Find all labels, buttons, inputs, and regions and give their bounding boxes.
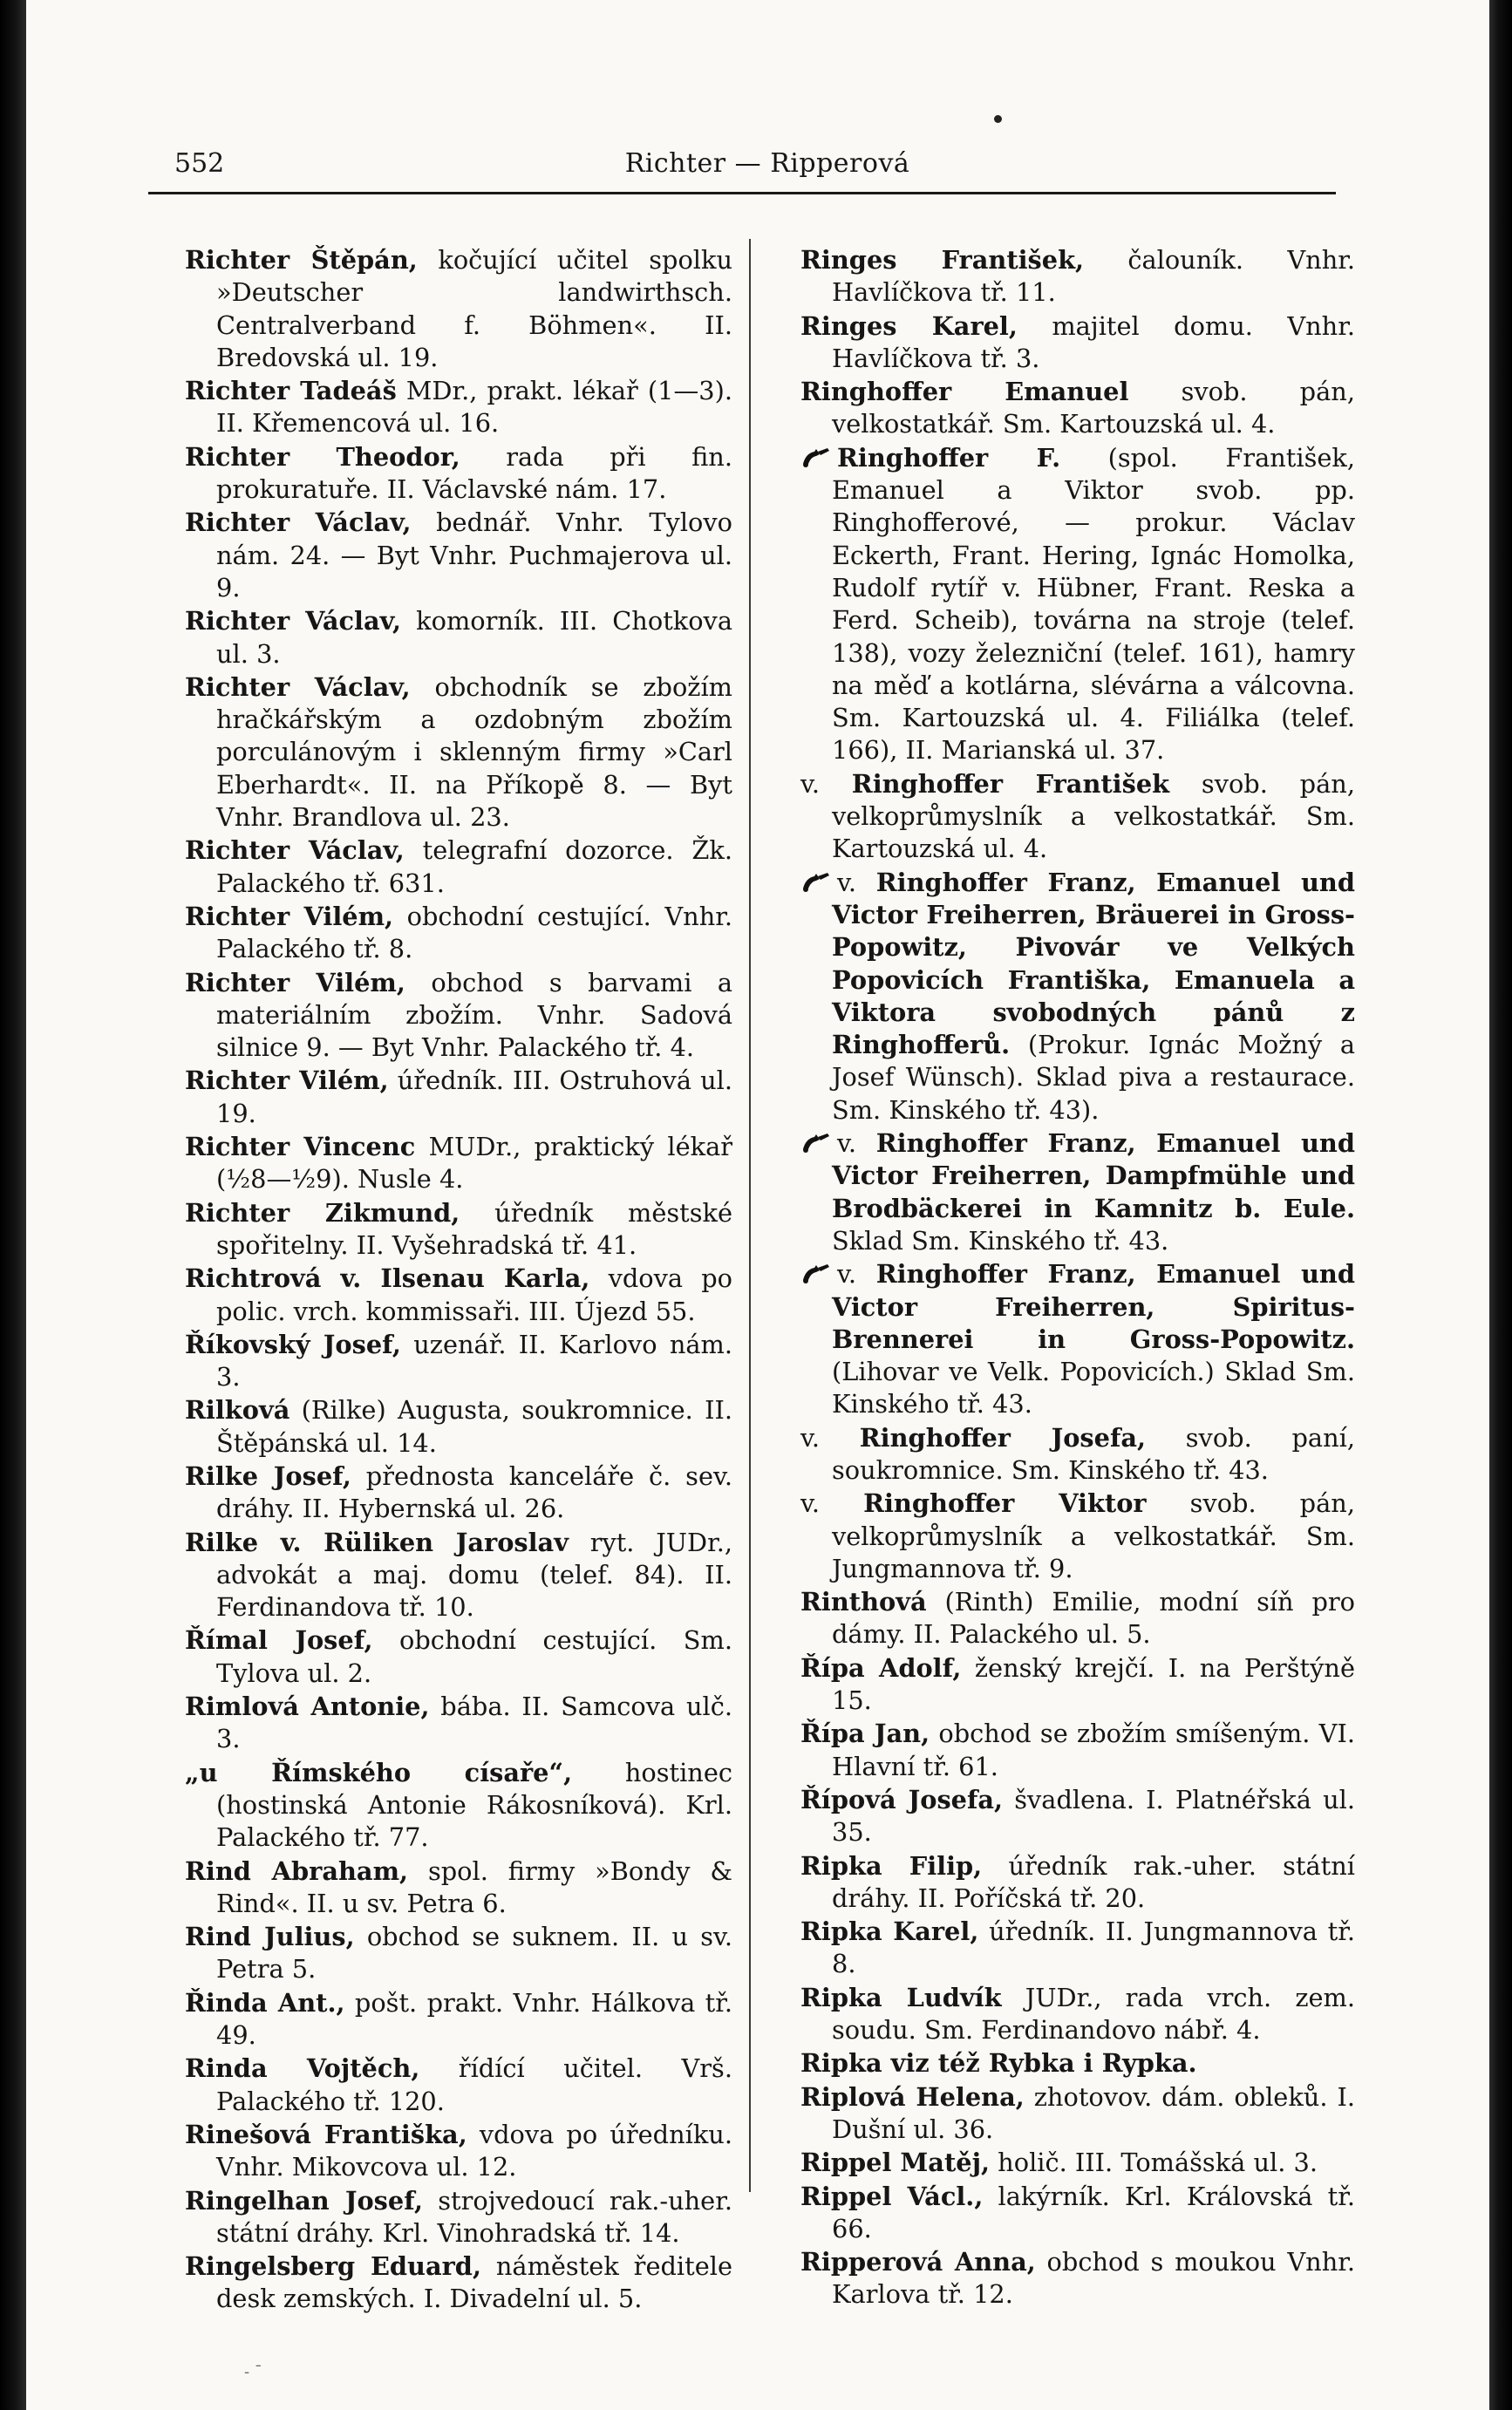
entry-name: Řinda Ant., <box>185 1987 345 2018</box>
directory-entry <box>185 1987 732 2053</box>
entry-details: kočující učitel spolku »Deutscher landwirthsch. Centralverband f. Böhmen«. II. Bredovská ul. 19. <box>216 245 732 372</box>
directory-entry <box>185 1329 732 1394</box>
entry-name: Riplová Helena, <box>800 2081 1025 2112</box>
entry-details: JUDr., rada vrch. zem. soudu. Sm. Ferdinandovo nábř. 4. <box>832 1982 1356 2046</box>
entry-name: Richter Tadeáš <box>185 376 397 406</box>
scan-edge-left <box>0 0 26 2410</box>
entry-name: Ringelsberg Eduard, <box>185 2251 481 2282</box>
entry-details: (Lihovar ve Velk. Popovicích.) Sklad Sm. Kinského tř. 43. <box>832 1357 1355 1419</box>
directory-entry <box>185 1855 732 1921</box>
directory-entry <box>185 967 732 1065</box>
entry-details: úředník městské spořitelny. II. Vyšehradská tř. 41. <box>216 1197 732 1260</box>
entry-details: obchodní cestující. Sm. Tylova ul. 2. <box>216 1625 732 1688</box>
directory-entry <box>800 2181 1355 2246</box>
directory-entry <box>185 1263 732 1328</box>
directory-entry <box>185 1921 732 1986</box>
directory-entry <box>800 1652 1355 1718</box>
entry-details: telegrafní dozorce. Žk. Palackého tř. 631. <box>216 835 732 898</box>
entry-name: Rinthová <box>800 1587 927 1617</box>
entry-name: „u Římského císaře“, <box>185 1757 573 1787</box>
entry-name: Richtrová v. Ilsenau Karla, <box>185 1263 590 1294</box>
entry-name: Richter Vilém, <box>185 1065 389 1096</box>
directory-entry <box>800 1718 1355 1783</box>
directory-entry <box>800 2081 1355 2147</box>
entry-details: švadlena. I. Platnéřská ul. 35. <box>832 1784 1355 1848</box>
entry-details: zhotovov. dám. obleků. I. Dušní ul. 36. <box>832 2081 1355 2144</box>
directory-entry <box>185 2119 732 2184</box>
entry-name: Rind Julius, <box>185 1922 355 1952</box>
entry-details: úředník. II. Jungmannova tř. 8. <box>832 1916 1355 1979</box>
scan-edge-right <box>1489 0 1512 2410</box>
entry-prefix: v. <box>837 1259 876 1290</box>
entry-details: úředník rak.-uher. státní dráhy. II. Poříčská tř. 20. <box>832 1850 1355 1913</box>
entry-name: Řípová Josefa, <box>800 1784 1004 1814</box>
entry-details: svob. pán, velkostatkář. Sm. Kartouzská ul. 4. <box>832 377 1355 439</box>
entry-details: náměstek ředitele desk zemských. I. Divadelní ul. 5. <box>216 2251 732 2314</box>
entry-details: bába. II. Samcova ulč. 3. <box>216 1692 732 1754</box>
directory-entry <box>800 1784 1355 1849</box>
entry-details: řídící učitel. Vrš. Palackého tř. 120. <box>216 2053 732 2116</box>
telephone-icon <box>800 1132 830 1154</box>
ink-dot <box>994 115 1002 123</box>
entry-details: obchodní cestující. Vnhr. Palackého tř. 8. <box>216 901 732 964</box>
entry-name: Ringhoffer František <box>851 768 1170 799</box>
entry-details: komorník. III. Chotkova ul. 3. <box>216 606 732 669</box>
entry-details: hostinec (hostinská Antonie Rákosníková). Krl. Palackého tř. 77. <box>216 1757 732 1853</box>
telephone-icon <box>800 871 830 894</box>
entry-name: Rind Abraham, <box>185 1855 409 1886</box>
entry-name: Ringhoffer Franz, Emanuel und Victor Freiherren, Spiritus-Brennerei in Gross-Popowitz. <box>832 1259 1355 1354</box>
entry-name: Římal Josef, <box>185 1625 373 1656</box>
entry-name: Říkovský Josef, <box>185 1329 401 1359</box>
entry-name: Rilke Josef, <box>185 1460 351 1491</box>
entry-name: Ringhoffer Josefa, <box>859 1422 1147 1453</box>
directory-entry <box>185 1460 732 1526</box>
entry-name: Ripka viz též Rybka i Rypka. <box>800 2048 1197 2079</box>
entry-details: (spol. František, Emanuel a Viktor svob. pp. Ringhofferové, — prokur. Václav Eckerth, Frant. Hering, Ignác Homolka, Rudolf rytíř v. Hübner, Frant. Reska a Ferd. Scheib), továrna na stroje (telef. 138), vozy železniční (telef. 161), hamry na měď a kotlárna, slévárna a válcovna. Sm. Kartouzská ul. 4. Filiálka (telef. 166), II. Marianská ul. 37. <box>832 442 1355 766</box>
entry-prefix: v. <box>800 1488 864 1519</box>
entry-details: holič. III. Tomášská ul. 3. <box>990 2148 1318 2178</box>
entry-details: obchod s moukou Vnhr. Karlova tř. 12. <box>832 2247 1355 2310</box>
entry-details: svob. pán, velkoprůmyslník a velkostatkář. Sm. Kartouzská ul. 4. <box>832 768 1355 864</box>
directory-entry <box>800 1488 1355 1585</box>
entry-name: Richter Zikmund, <box>185 1197 460 1228</box>
entry-prefix: v. <box>800 768 852 799</box>
directory-entry <box>185 1527 732 1624</box>
entry-details: strojvedoucí rak.-uher. státní dráhy. Krl. Vinohradská tř. 14. <box>216 2185 732 2248</box>
directory-entry <box>185 901 732 966</box>
directory-entry <box>185 1691 732 1756</box>
directory-entry <box>185 1131 732 1196</box>
entry-details: vdova po polic. vrch. kommissaři. III. Újezd 55. <box>216 1263 732 1326</box>
entry-name: Rilke v. Rüliken Jaroslav <box>185 1527 569 1557</box>
entry-name: Richter Vilém, <box>185 967 405 997</box>
directory-entry <box>800 376 1355 441</box>
directory-entry <box>800 1916 1355 1981</box>
header-rule <box>148 192 1336 194</box>
directory-entry <box>185 1757 732 1855</box>
directory-entry <box>185 2053 732 2118</box>
directory-entry <box>800 1127 1355 1257</box>
directory-entry <box>185 605 732 671</box>
entry-details: majitel domu. Vnhr. Havlíčkova tř. 3. <box>832 310 1355 373</box>
entry-details: obchod s barvami a materiálním zbožím. Vnhr. Sadová silnice 9. — Byt Vnhr. Palackého tř. 4. <box>216 967 732 1063</box>
directory-entry <box>800 867 1355 1127</box>
entry-details: (Prokur. Ignác Možný a Josef Wünsch). Sklad piva a restaurace. Sm. Kinského tř. 43). <box>832 1030 1355 1125</box>
entry-details: bednář. Vnhr. Tylovo nám. 24. — Byt Vnhr. Puchmajerova ul. 9. <box>216 507 732 602</box>
left-column <box>185 244 732 2317</box>
entry-details: pošt. prakt. Vnhr. Hálkova tř. 49. <box>216 1987 733 2051</box>
directory-entry <box>800 1850 1355 1916</box>
directory-entry <box>185 441 732 507</box>
entry-name: Rimlová Antonie, <box>185 1692 430 1722</box>
directory-entry <box>800 442 1355 767</box>
entry-details: ženský krejčí. I. na Perštýně 15. <box>832 1652 1355 1716</box>
entry-name: Ripka Karel, <box>800 1916 979 1947</box>
entry-name: Řípa Adolf, <box>800 1652 962 1683</box>
entry-name: Rinda Vojtěch, <box>185 2053 420 2084</box>
entry-name: Ringhoffer Franz, Emanuel und Victor Freiherren, Dampfmühle und Brodbäckerei in Kamnitz b. Eule. <box>832 1128 1355 1223</box>
entry-details: (Rinth) Emilie, modní síň pro dámy. II. Palackého ul. 5. <box>832 1587 1355 1650</box>
directory-entry <box>800 2147 1355 2179</box>
entry-details: vdova po úředníku. Vnhr. Mikovcova ul. 12. <box>216 2119 733 2182</box>
entry-name: Richter Vincenc <box>185 1132 416 1162</box>
entry-name: Ringes Karel, <box>800 310 1018 341</box>
directory-entry <box>800 310 1355 376</box>
entry-name: Ripperová Anna, <box>800 2247 1036 2277</box>
page-number: 552 <box>174 148 225 179</box>
entry-details: svob. pán, velkoprůmyslník a velkostatkář. Sm. Jungmannova tř. 9. <box>832 1488 1355 1583</box>
directory-entry <box>800 1258 1355 1420</box>
entry-details: lakýrník. Krl. Královská tř. 66. <box>832 2181 1356 2243</box>
entry-name: Richter Václav, <box>185 671 411 702</box>
directory-entry <box>185 834 732 900</box>
telephone-icon <box>800 1263 830 1285</box>
entry-name: Richter Theodor, <box>185 441 460 472</box>
directory-entry <box>185 1394 732 1460</box>
entry-prefix: v. <box>837 867 876 897</box>
directory-entry <box>185 1624 732 1690</box>
entry-name: Richter Václav, <box>185 835 405 866</box>
entry-name: Rilková <box>185 1395 290 1426</box>
directory-entry <box>800 244 1355 310</box>
entry-details: obchod se zbožím smíšeným. VI. Hlavní tř. 61. <box>832 1719 1355 1781</box>
entry-details: přednosta kanceláře č. sev. dráhy. II. Hybernská ul. 26. <box>216 1460 732 1524</box>
directory-entry <box>185 244 732 374</box>
entry-details: uzenář. II. Karlovo nám. 3. <box>216 1329 732 1392</box>
entry-name: Ripka Filip, <box>800 1850 983 1881</box>
page-header <box>174 146 1360 187</box>
entry-name: Richter Václav, <box>185 606 402 637</box>
directory-entry <box>800 1422 1355 1488</box>
directory-entry <box>185 1197 732 1263</box>
entry-name: Ringhoffer Emanuel <box>800 377 1129 407</box>
right-column <box>800 244 1355 2312</box>
directory-entry <box>185 2185 732 2250</box>
directory-entry <box>800 2246 1355 2311</box>
entry-details: MDr., prakt. lékař (1—3). II. Křemencová ul. 16. <box>216 376 732 439</box>
entry-prefix: v. <box>800 1422 860 1453</box>
entry-details: spol. firmy »Bondy & Rind«. II. u sv. Petra 6. <box>216 1855 733 1918</box>
entry-name: Rippel Václ., <box>800 2181 984 2211</box>
entry-details: (Rilke) Augusta, soukromnice. II. Štěpánská ul. 14. <box>216 1395 732 1458</box>
entry-name: Ripka Ludvík <box>800 1982 1002 2012</box>
directory-entry <box>185 375 732 440</box>
directory-entry <box>185 1065 732 1130</box>
entry-details: obchod se suknem. II. u sv. Petra 5. <box>216 1922 732 1985</box>
directory-entry <box>800 768 1355 866</box>
entry-details: čalouník. Vnhr. Havlíčkova tř. 11. <box>832 245 1355 308</box>
entry-name: Ringelhan Josef, <box>185 2185 423 2216</box>
entry-details: svob. paní, soukromnice. Sm. Kinského tř. 43. <box>832 1422 1355 1485</box>
directory-entry <box>800 1982 1355 2047</box>
directory-entry <box>800 1586 1355 1651</box>
entry-details: úředník. III. Ostruhová ul. 19. <box>216 1065 732 1128</box>
entry-details: Sklad Sm. Kinského tř. 43. <box>832 1225 1169 1256</box>
entry-details: obchodník se zbožím hračkářským a ozdobným zbožím porculánovým i sklenným firmy »Carl Eberhardt«. II. na Příkopě 8. — Byt Vnhr. Brandlova ul. 23. <box>216 671 732 833</box>
directory-entry <box>800 2047 1355 2080</box>
entry-details: MUDr., praktický lékař (½8—½9). Nusle 4. <box>216 1132 732 1195</box>
entry-details: rada při fin. prokuratuře. II. Václavské nám. 17. <box>216 441 732 505</box>
entry-name: Rippel Matěj, <box>800 2148 991 2178</box>
entry-details: ryt. JUDr., advokát a maj. domu (telef. 84). II. Ferdinandova tř. 10. <box>216 1527 732 1623</box>
directory-entry <box>185 671 732 834</box>
footer-mark: - ˉ <box>244 2363 262 2381</box>
directory-entry <box>185 2250 732 2316</box>
directory-entry <box>185 507 732 604</box>
entry-name: Řípa Jan, <box>800 1719 930 1749</box>
entry-name: Ringes František, <box>800 245 1085 275</box>
book-page <box>26 0 1489 2410</box>
entry-name: Richter Štěpán, <box>185 245 418 275</box>
entry-name: Richter Vilém, <box>185 901 394 931</box>
entry-name: Ringhoffer F. <box>837 442 1061 473</box>
running-title: Richter — Ripperová <box>624 148 910 179</box>
entry-name: Richter Václav, <box>185 507 412 538</box>
entry-name: Ringhoffer Viktor <box>863 1488 1147 1519</box>
entry-prefix: v. <box>837 1128 876 1159</box>
entry-name: Ringhoffer Franz, Emanuel und Victor Freiherren, Bräuerei in Gross-Popowitz, Pivovár ve Velkých Popovicích Františka, Emanuela a Viktora svobodných pánů z Ringhofferů. <box>832 867 1355 1060</box>
column-divider <box>749 239 751 2192</box>
entry-name: Rinešová Františka, <box>185 2119 467 2149</box>
telephone-icon <box>800 446 830 469</box>
